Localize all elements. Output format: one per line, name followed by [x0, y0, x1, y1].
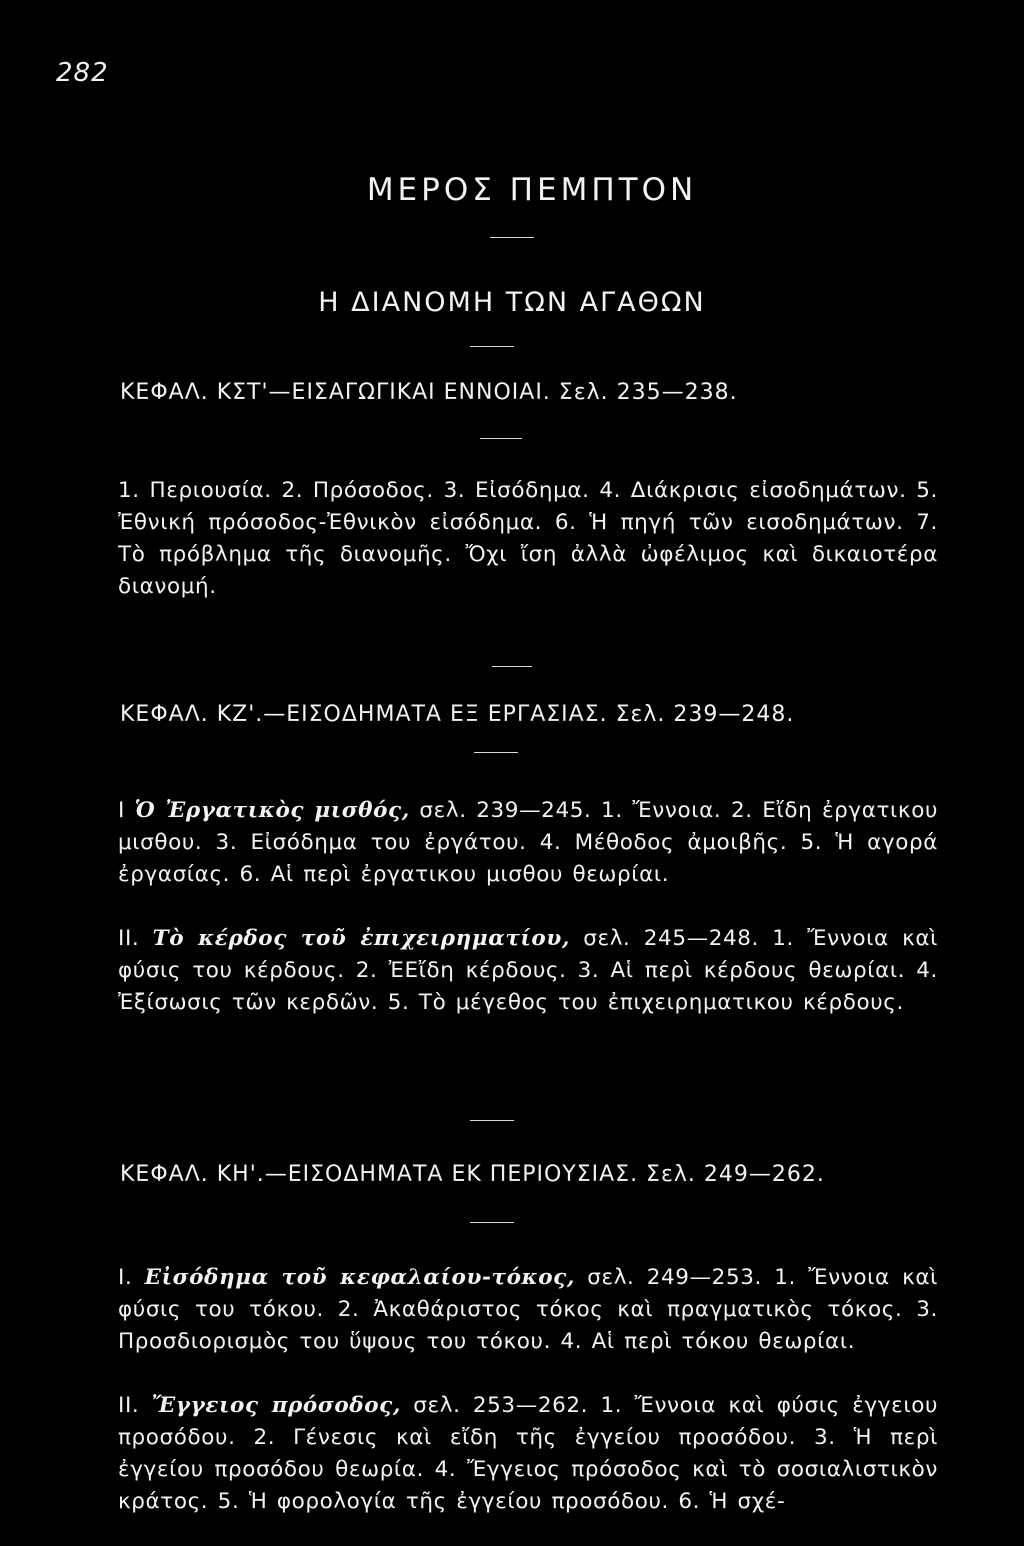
- chapter-summary: [118, 795, 938, 891]
- chapter-summary: [118, 1262, 938, 1358]
- divider: [470, 1120, 514, 1121]
- summary-prefix: ΙΙ.: [118, 926, 153, 951]
- chapter-summary: [118, 475, 938, 603]
- summary-text: σελ. 239—245. 1. Ἔννοια. 2. Εἴδη ἐργατικου μισθου. 3. Εἰσόδημα του ἐργάτου. 4. Μέθοδος ἀμοιβῆς. 5. Ἡ αγορά ἐργασίας. 6. Αἱ περὶ ἐργατικου μισθου θεωρίαι.: [118, 798, 938, 887]
- summary-text: σελ. 249—253. 1. Ἔννοια καὶ φύσις του τόκου. 2. Ἀκαθάριστος τόκος καὶ πραγματικὸς τόκος. 3. Προσδιορισμὸς του ὕψους του τόκου. 4. Αἱ περὶ τόκου θεωρίαι.: [118, 1265, 938, 1354]
- summary-prefix: Ι.: [118, 1265, 145, 1290]
- divider: [470, 346, 514, 347]
- part-title: ΜΕΡΟΣ ΠΕΜΠΤΟΝ: [366, 172, 698, 208]
- summary-text: σελ. 253—262. 1. Ἔννοια καὶ φύσις ἐγγειου προσόδου. 2. Γένεσις καὶ εἴδη τῆς ἐγγείου προσόδου. 3. Ἡ περὶ ἐγγείου προσόδου θεωρία. 4. Ἔγγειος πρόσοδος καὶ τὸ σοσιαλιστικὸν κράτος. 5. Ἡ φορολογία τῆς ἐγγείου προσόδου. 6. Ἡ σχέ-: [118, 1393, 938, 1514]
- divider: [474, 752, 518, 753]
- summary-italic: Ὁ Ἐργατικὸς μισθός,: [134, 798, 410, 823]
- chapter-heading: ΚΕΦΑΛ. ΚΖ'.—ΕΙΣΟΔΗΜΑΤΑ ΕΞ ΕΡΓΑΣΙΑΣ. Σελ. 239—248.: [120, 702, 795, 727]
- page-number: 282: [56, 58, 109, 88]
- section-subtitle: Η ΔΙΑΝΟΜΗ ΤΩΝ ΑΓΑΘΩΝ: [318, 287, 706, 318]
- divider: [492, 666, 532, 667]
- summary-text: 1. Περιουσία. 2. Πρόσοδος. 3. Εἰσόδημα. 4. Διάκρισις εἰσοδημάτων. 5. Ἐθνική πρόσοδος-Ἐθνικὸν εἰσόδημα. 6. Ἡ πηγή τῶν εισοδημάτων. 7. Τὸ πρόβλημα τῆς διανομῆς. Ὄχι ἴση ἀλλὰ ὠφέλιμος καὶ δικαιοτέρα διανομή.: [118, 478, 938, 599]
- chapter-summary: [118, 923, 938, 1019]
- summary-italic: Τὸ κέρδος τοῦ ἐπιχειρηματίου,: [152, 926, 570, 951]
- summary-italic: Ἔγγειος πρόσοδος,: [151, 1393, 401, 1418]
- summary-italic: Εἰσόδημα τοῦ κεφαλαίου-τόκος,: [144, 1265, 575, 1290]
- divider: [490, 237, 534, 238]
- chapter-summary: [118, 1390, 938, 1518]
- summary-prefix: ΙΙ.: [118, 1393, 152, 1418]
- chapter-heading: ΚΕΦΑΛ. ΚΗ'.—ΕΙΣΟΔΗΜΑΤΑ ΕΚ ΠΕΡΙΟΥΣΙΑΣ. Σελ. 249—262.: [120, 1162, 825, 1187]
- summary-prefix: Ι: [118, 798, 135, 823]
- chapter-heading: ΚΕΦΑΛ. ΚΣΤ'—ΕΙΣΑΓΩΓΙΚΑΙ ΕΝΝΟΙΑΙ. Σελ. 235—238.: [120, 380, 738, 405]
- summary-text: σελ. 245—248. 1. Ἔννοια καὶ φύσις του κέρδους. 2. ἘΕἴδη κέρδους. 3. Αἱ περὶ κέρδους θεωρίαι. 4. Ἐξίσωσις τῶν κερδῶν. 5. Τὸ μέγεθος του ἐπιχειρηματικου κέρδους.: [118, 926, 938, 1015]
- divider: [470, 1222, 514, 1223]
- divider: [480, 438, 522, 439]
